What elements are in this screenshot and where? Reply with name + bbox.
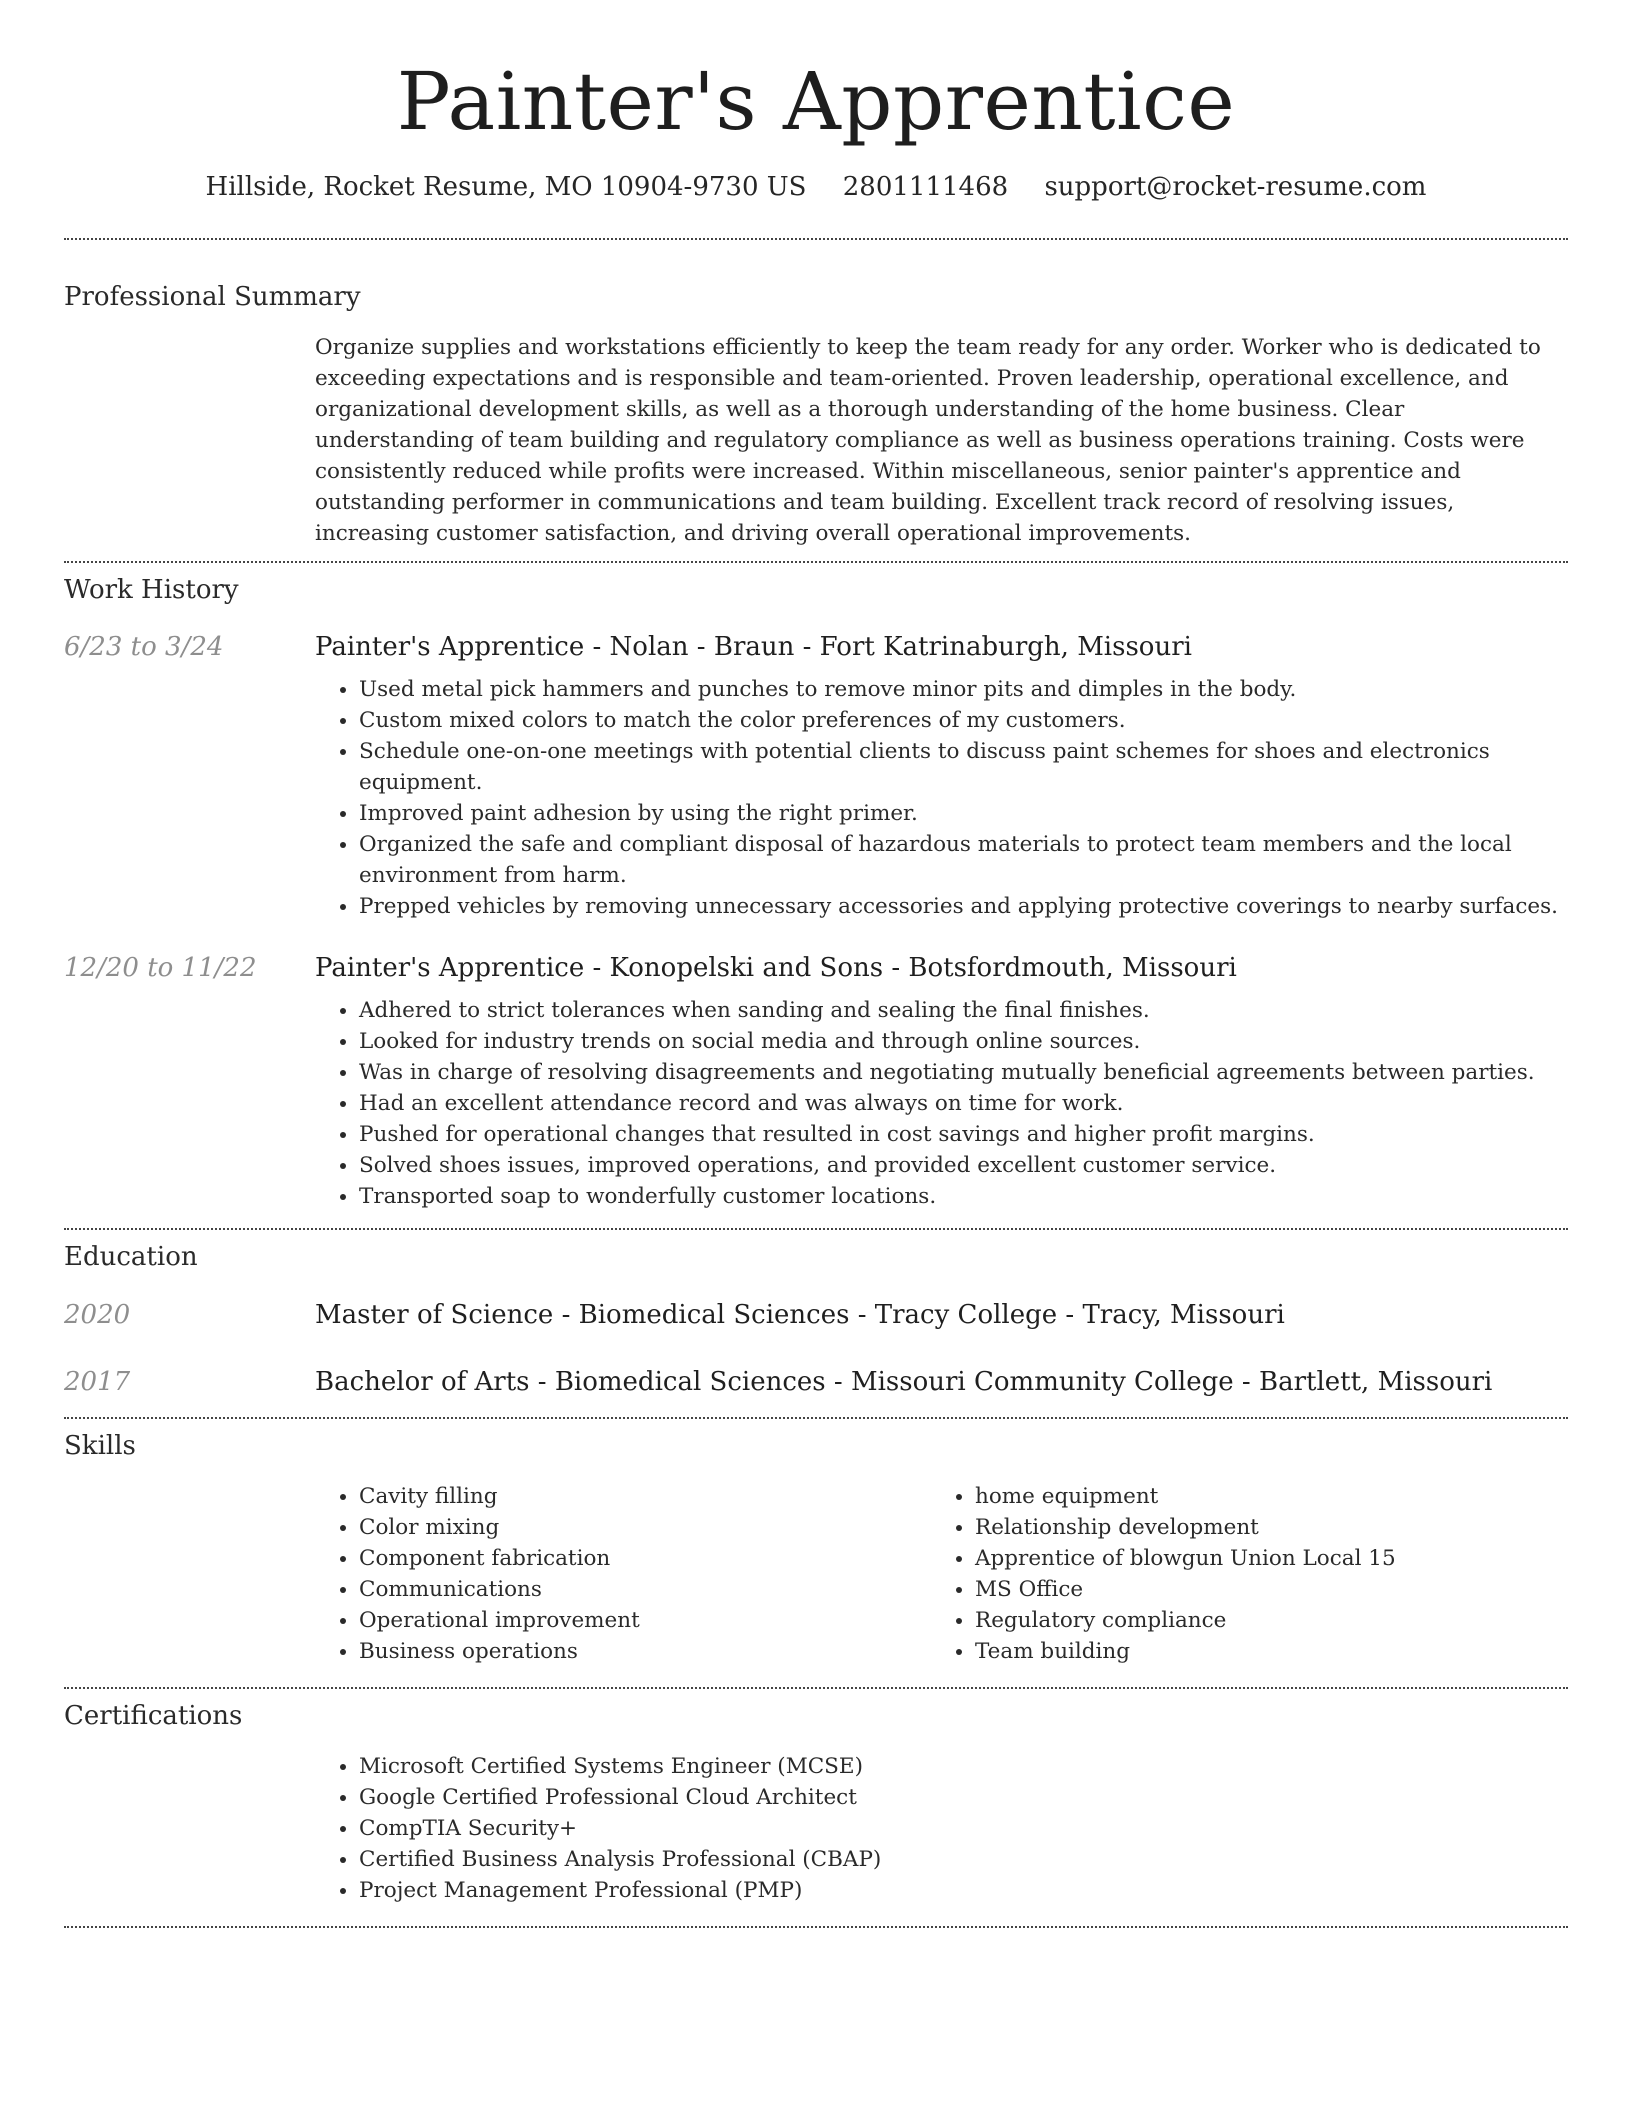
section-work-history xyxy=(64,573,1568,1212)
list-item: • Transported soap to wonderfully customer locations. xyxy=(359,1181,1568,1212)
certification-item: • Certified Business Analysis Professional (CBAP) xyxy=(359,1844,1568,1875)
education-year: 2020 xyxy=(64,1300,131,1330)
job-entry xyxy=(64,630,1568,922)
divider xyxy=(64,1417,1568,1419)
list-item: • Improved paint adhesion by using the right primer. xyxy=(359,798,1568,829)
list-item: • Pushed for operational changes that resulted in cost savings and higher profit margins. xyxy=(359,1119,1568,1150)
contact-phone: 2801111468 xyxy=(842,172,1009,202)
skill-item: • Operational improvement xyxy=(359,1605,931,1636)
skill-item: • Business operations xyxy=(359,1636,931,1667)
section-title-skills: Skills xyxy=(64,1431,136,1461)
summary-text: Organize supplies and workstations efficiently to keep the team ready for any order. Worker who is dedicated to exceeding expectations and is responsible and team-oriented. Proven leadership, operational excellence, and organizational development skills, as well as a thorough understanding of the home business. Clear understanding of team building and regulatory compliance as well as business operations training. Costs were consistently reduced while profits were increased. Within miscellaneous, senior painter's apprentice and outstanding performer in communications and team building. Excellent track record of resolving issues, increasing customer satisfaction, and driving overall operational improvements. xyxy=(315,335,1541,546)
education-entry xyxy=(64,1365,1568,1399)
skill-item: • Relationship development xyxy=(975,1512,1547,1543)
skill-item: • Regulatory compliance xyxy=(975,1605,1547,1636)
certification-item: • CompTIA Security+ xyxy=(359,1813,1568,1844)
list-item: • Prepped vehicles by removing unnecessary accessories and applying protective coverings to nearby surfaces. xyxy=(359,891,1568,922)
contact-email: support@rocket-resume.com xyxy=(1044,172,1427,202)
skill-item: • home equipment xyxy=(975,1481,1547,1512)
education-entry xyxy=(64,1298,1568,1332)
skill-item: • Component fabrication xyxy=(359,1543,931,1574)
skill-item: • Apprentice of blowgun Union Local 15 xyxy=(975,1543,1547,1574)
divider xyxy=(64,561,1568,563)
contact-address: Hillside, Rocket Resume, MO 10904-9730 US xyxy=(205,172,807,202)
skill-item: • Team building xyxy=(975,1636,1547,1667)
divider xyxy=(64,238,1568,240)
skill-item: • Color mixing xyxy=(359,1512,931,1543)
certifications-list xyxy=(315,1751,1568,1906)
section-title-certifications: Certifications xyxy=(64,1701,243,1731)
skills-list-right xyxy=(931,1481,1547,1667)
education-degree: Bachelor of Arts - Biomedical Sciences - Missouri Community College - Bartlett, Missouri xyxy=(315,1367,1493,1397)
list-item: • Was in charge of resolving disagreements and negotiating mutually beneficial agreements between parties. xyxy=(359,1057,1568,1088)
section-skills xyxy=(64,1429,1568,1667)
section-title-work-history: Work History xyxy=(64,575,239,605)
certification-item: • Project Management Professional (PMP) xyxy=(359,1875,1568,1906)
job-dates: 6/23 to 3/24 xyxy=(64,632,224,662)
section-summary xyxy=(64,280,1568,549)
job-bullets xyxy=(315,674,1568,922)
skill-item: • MS Office xyxy=(975,1574,1547,1605)
education-year: 2017 xyxy=(64,1367,131,1397)
list-item: • Had an excellent attendance record and was always on time for work. xyxy=(359,1088,1568,1119)
list-item: • Solved shoes issues, improved operations, and provided excellent customer service. xyxy=(359,1150,1568,1181)
education-degree: Master of Science - Biomedical Sciences - Tracy College - Tracy, Missouri xyxy=(315,1300,1285,1330)
divider xyxy=(64,1687,1568,1689)
list-item: • Schedule one-on-one meetings with potential clients to discuss paint schemes for shoes and electronics equipment. xyxy=(359,736,1568,798)
list-item: • Custom mixed colors to match the color preferences of my customers. xyxy=(359,705,1568,736)
job-heading: Painter's Apprentice - Konopelski and Sons - Botsfordmouth, Missouri xyxy=(315,953,1237,983)
list-item: • Adhered to strict tolerances when sanding and sealing the final finishes. xyxy=(359,995,1568,1026)
skills-list-left xyxy=(315,1481,931,1667)
job-entry xyxy=(64,951,1568,1212)
section-education xyxy=(64,1240,1568,1399)
list-item: • Organized the safe and compliant disposal of hazardous materials to protect team members and the local environment from harm. xyxy=(359,829,1568,891)
section-title-education: Education xyxy=(64,1242,198,1272)
section-title-summary: Professional Summary xyxy=(64,282,361,312)
skill-item: • Communications xyxy=(359,1574,931,1605)
certification-item: • Microsoft Certified Systems Engineer (MCSE) xyxy=(359,1751,1568,1782)
list-item: • Used metal pick hammers and punches to remove minor pits and dimples in the body. xyxy=(359,674,1568,705)
skill-item: • Cavity filling xyxy=(359,1481,931,1512)
job-bullets xyxy=(315,995,1568,1212)
job-dates: 12/20 to 11/22 xyxy=(64,953,257,983)
resume-name: Painter's Apprentice xyxy=(396,55,1236,148)
job-heading: Painter's Apprentice - Nolan - Braun - Fort Katrinaburgh, Missouri xyxy=(315,632,1192,662)
divider xyxy=(64,1926,1568,1928)
list-item: • Looked for industry trends on social media and through online sources. xyxy=(359,1026,1568,1057)
contact-line xyxy=(64,170,1568,204)
certification-item: • Google Certified Professional Cloud Architect xyxy=(359,1782,1568,1813)
divider xyxy=(64,1228,1568,1230)
section-certifications xyxy=(64,1699,1568,1906)
